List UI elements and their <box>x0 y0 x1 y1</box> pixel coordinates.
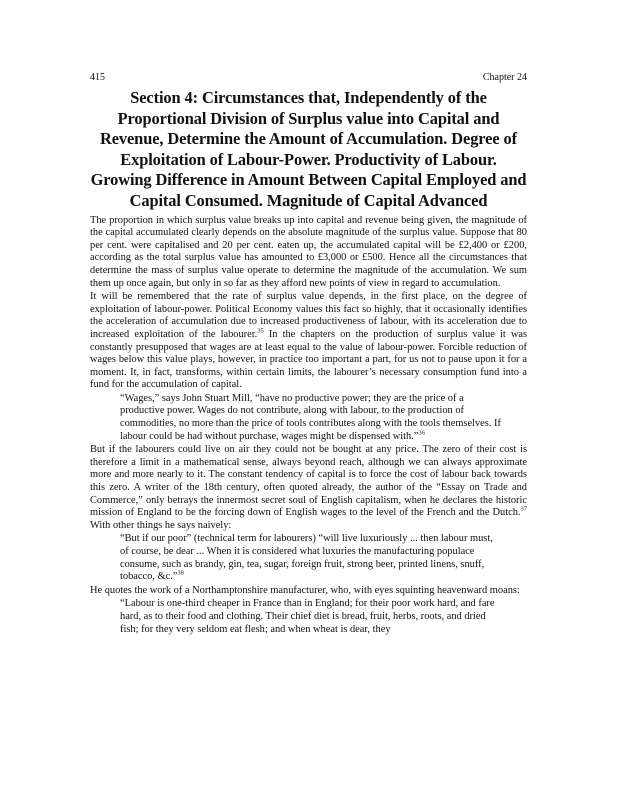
quote-mill <box>120 393 502 443</box>
running-header <box>90 72 527 86</box>
paragraph-1: The proportion in which surplus value breaks up into capital and revenue being given, the magnitude of the capital accumulated clearly depends on the absolute magnitude of the surplus value. Suppose that 80 per cent. were capitalised and 20 per cent. eaten up, the accumulated capital will be £2,400 or £200, according as the total surplus value has amounted to £3,000 or £500. Hence all the circumstances that determine the mass of surplus value operate to determine the magnitude of the accumulation. We sum them up once again, but only in so far as they afford new points of view in regard to accumulation. <box>90 214 527 289</box>
quote-mill-text: “Wages,” says John Stuart Mill, “have no productive power; they are the price of a productive power. Wages do not contribute, along with labour, to the production of commodities, no more than the price of tools contributes along with the tools themselves. If labour could be had without purchase, wages might be dispensed with.” <box>120 392 501 442</box>
quote-northamptonshire: “Labour is one-third cheaper in France than in England; for their poor work hard, and fare hard, as to their food and clothing. Their chief diet is bread, fruit, herbs, roots, and dried fish; for they very seldom eat flesh; and when wheat is dear, they <box>120 598 495 635</box>
section-title: Section 4: Circumstances that, Independently of the Proportional Division of Surplus value into Capital and Revenue, Determine the Amount of Accumulation. Degree of Exploitation of Labour-Power. Productivity of Labour. Growing Difference in Amount Between Capital Employed and Capital Consumed. Magnitude of Capital Advanced <box>90 88 527 210</box>
footnote-ref-37[interactable]: 37 <box>520 505 527 513</box>
footnote-ref-38[interactable]: 38 <box>177 569 184 577</box>
quote-poor-text: “But if our poor” (technical term for labourers) “will live luxuriously ... then labour must, of course, be dear ... When it is considered what luxuries the manufacturing populace consume, such as brandy, gin, tea, sugar, foreign fruit, strong beer, printed linens, snuff, tobacco, &c.” <box>120 533 493 583</box>
chapter-label: Chapter 24 <box>482 72 527 83</box>
paragraph-4: He quotes the work of a Northamptonshire manufacturer, who, with eyes squinting heavenward moans: <box>90 584 520 596</box>
paragraph-3 <box>90 444 527 532</box>
paragraph-2 <box>90 291 527 392</box>
paragraph-2-text-b: In the chapters on the production of surplus value it was constantly presupposed that wages are at least equal to the value of labour-power. Forcible reduction of wages below this value plays, however, in practice too important a part, for us not to pause upon it for a moment. It, in fact, transforms, within certain limits, the labourer’s necessary consumption fund into a fund for the accumulation of capital. <box>90 328 527 391</box>
paragraph-3-text-b: With other things he says naively: <box>90 519 232 531</box>
paragraph-2-text-a: It will be remembered that the rate of surplus value depends, in the first place, on the degree of exploitation of labour-power. Political Economy values this fact so highly, that it occasionally identifies the acceleration of accumulation due to increased productiveness of labour, with its acceleration due to increased exploitation of the labourer. <box>90 291 527 340</box>
quote-poor <box>120 533 502 583</box>
paragraph-3-text-a: But if the labourers could live on air they could not be bought at any price. The zero of their cost is therefore a limit in a mathematical sense, always beyond reach, although we can always approximate more and more nearly to it. The constant tendency of capital is to force the cost of labour back towards this zero. A writer of the 18th century, often quoted already, the author of the “Essay on Trade and Commerce,” only betrays the innermost secret soul of English capitalism, when he declares the historic mission of England to be the forcing down of English wages to the level of the French and the Dutch. <box>90 444 527 519</box>
footnote-ref-35[interactable]: 35 <box>257 327 264 335</box>
footnote-ref-36[interactable]: 36 <box>418 429 425 437</box>
document-page <box>90 72 527 637</box>
page-number: 415 <box>90 72 105 83</box>
